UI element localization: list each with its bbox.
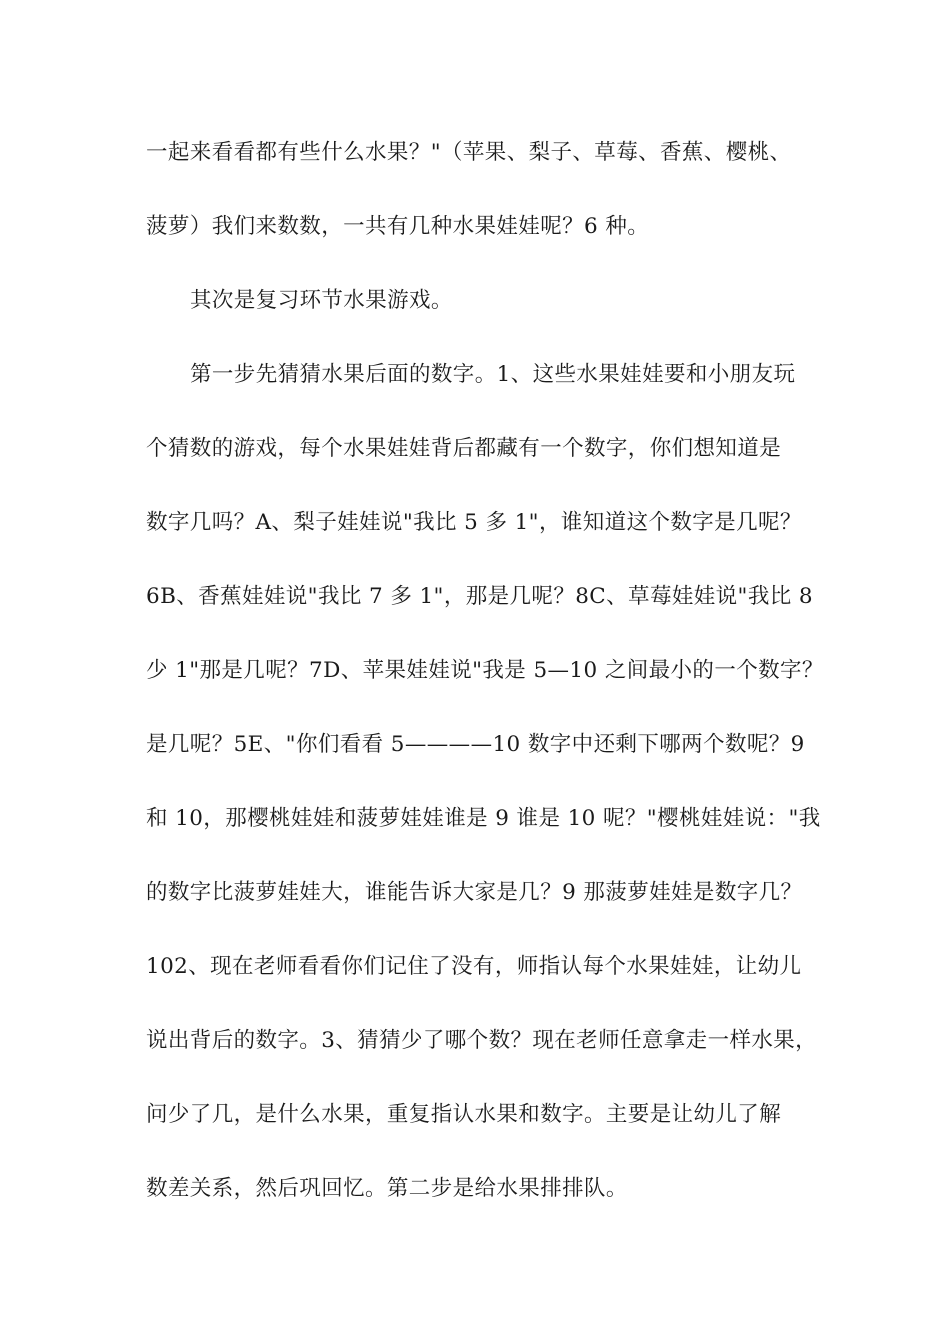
text-line: 102、现在老师看看你们记住了没有，师指认每个水果娃娃，让幼儿 [146, 954, 802, 979]
text-line: 数差关系，然后巩回忆。第二步是给水果排排队。 [146, 1176, 628, 1201]
text-line: 一起来看看都有些什么水果？"（苹果、梨子、草莓、香蕉、樱桃、 [146, 140, 792, 165]
text-line: 个猜数的游戏，每个水果娃娃背后都藏有一个数字，你们想知道是 [146, 436, 782, 461]
text-line: 菠萝）我们来数数，一共有几种水果娃娃呢？6 种。 [146, 214, 650, 239]
text-line: 说出背后的数字。3、猜猜少了哪个数？现在老师任意拿走一样水果， [146, 1028, 818, 1053]
text-line: 6B、香蕉娃娃说"我比 7 多 1"，那是几呢？8C、草莓娃娃说"我比 8 [146, 584, 813, 609]
paragraph-start-line: 第一步先猜猜水果后面的数字。1、这些水果娃娃要和小朋友玩 [190, 362, 796, 387]
paragraph-start-line: 其次是复习环节水果游戏。 [190, 288, 453, 313]
text-line: 数字几吗？A、梨子娃娃说"我比 5 多 1"，谁知道这个数字是几呢？ [146, 510, 802, 535]
text-line: 的数字比菠萝娃娃大，谁能告诉大家是几？9 那菠萝娃娃是数字几？ [146, 880, 803, 905]
text-line: 少 1"那是几呢？7D、苹果娃娃说"我是 5—10 之间最小的一个数字？ [146, 658, 824, 683]
text-line: 是几呢？5E、"你们看看 5————10 数字中还剩下哪两个数呢？9 [146, 732, 805, 757]
text-line: 和 10，那樱桃娃娃和菠萝娃娃谁是 9 谁是 10 呢？"樱桃娃娃说："我 [146, 806, 821, 831]
text-line: 问少了几，是什么水果，重复指认水果和数字。主要是让幼儿了解 [146, 1102, 782, 1127]
